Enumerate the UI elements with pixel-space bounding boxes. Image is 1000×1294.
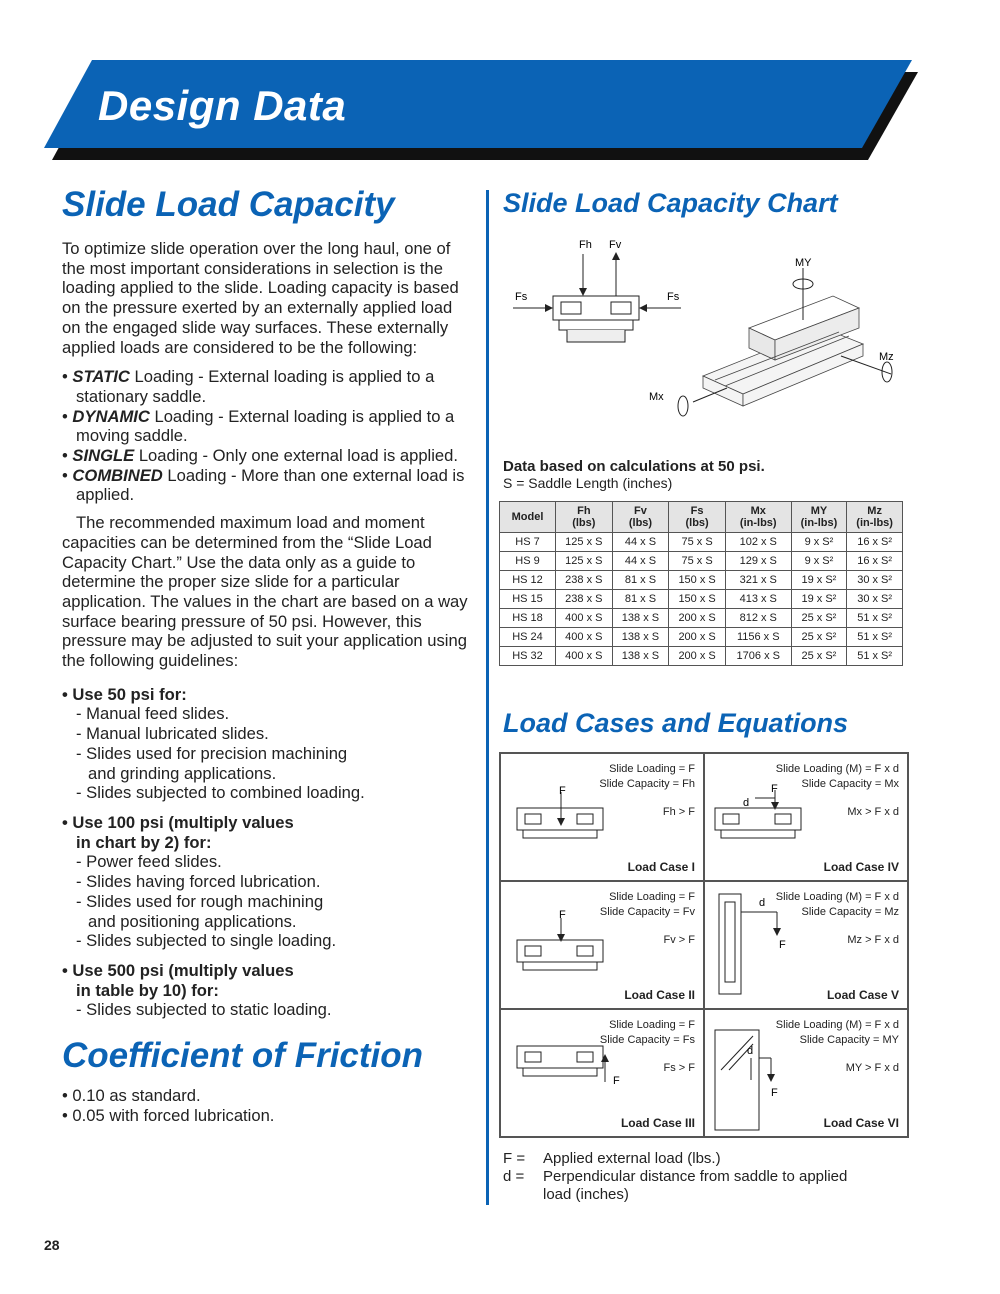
case-label: Load Case I <box>627 860 695 874</box>
list-item: • STATIC Loading - External loading is applied to a stationary saddle. <box>62 367 435 406</box>
col-header: Model <box>500 502 556 533</box>
header-banner <box>0 0 1000 160</box>
capacity-table <box>499 501 903 666</box>
col-header: Fh (lbs) <box>556 502 613 533</box>
table-row: HS 7 125 x S 44 x S 75 x S 102 x S 9 x S² 16 x S² <box>500 533 903 552</box>
svg-text:d: d <box>747 1045 754 1057</box>
case-label: Load Case VI <box>823 1116 899 1130</box>
loading-types-list <box>62 367 472 505</box>
psi-guidelines: • Use 50 psi for: - Manual feed slides. - Manual lubricated slides. - Slides used for precision machining and grinding applications. - Slides subjected to combined loading. • Use 100 psi (multiply values in chart by 2) for: - Power feed slides. - Slides having forced lubrication. - Slides used for rough machining and positioning applications. - Slides subjected to single loading. • Use 500 psi (multiply values in table by 10) for: - Slides subjected to static loading. <box>62 684 365 1020</box>
svg-text:d: d <box>743 797 750 809</box>
page-number: 28 <box>44 1237 60 1253</box>
load-cases-grid <box>499 752 909 1138</box>
svg-text:F: F <box>779 939 786 951</box>
table-row: HS 9 125 x S 44 x S 75 x S 129 x S 9 x S² 16 x S² <box>500 552 903 571</box>
svg-text:F: F <box>613 1075 620 1087</box>
load-case-3: F Slide Loading = F Slide Capacity = Fs Fs > F Load Case III <box>500 1009 704 1137</box>
section-heading-chart: Slide Load Capacity Chart <box>503 188 838 218</box>
intro-paragraph: To optimize slide operation over the long haul, one of the most important considerations in selection is the loading applied to the slide. Loading capacity is based on the pressure exerted by an externally applied load on the engaged slide way surfaces. These externally applied loads are considered to be the following: <box>62 239 459 357</box>
list-item: • 0.05 with forced lubrication. <box>62 1106 275 1126</box>
case-label: Load Case V <box>826 988 899 1002</box>
label-fs-left: Fs <box>515 291 528 303</box>
table-row: HS 12 238 x S 81 x S 150 x S 321 x S 19 x S² 30 x S² <box>500 571 903 590</box>
col-header: Mz (in-lbs) <box>847 502 903 533</box>
load-cases-heading-wrap <box>503 708 848 739</box>
load-case-4: F d Slide Loading (M) = F x d Slide Capacity = Mx Mx > F x d Load Case IV <box>704 753 908 881</box>
variable-legend: F = Applied external load (lbs.) d = Perpendicular distance from saddle to applied load (inches) <box>503 1150 848 1203</box>
page-title: Design Data <box>98 82 347 129</box>
label-fh: Fh <box>579 239 592 251</box>
table-row: HS 15 238 x S 81 x S 150 x S 413 x S 19 x S² 30 x S² <box>500 590 903 609</box>
label-mx: Mx <box>649 391 664 403</box>
col-header: Mx (in-lbs) <box>725 502 791 533</box>
chart-heading-wrap <box>503 188 905 219</box>
case-label: Load Case III <box>620 1116 695 1130</box>
label-fs-right: Fs <box>667 291 680 303</box>
list-item: • DYNAMIC Loading - External loading is applied to a moving saddle. <box>62 406 455 446</box>
svg-text:d: d <box>759 897 766 909</box>
table-row: HS 18 400 x S 138 x S 200 x S 812 x S 25 x S² 51 x S² <box>500 609 903 628</box>
load-case-6: d F Slide Loading (M) = F x d Slide Capacity = MY MY > F x d Load Case VI <box>704 1009 908 1137</box>
label-my: MY <box>795 257 812 269</box>
svg-text:F: F <box>559 909 566 921</box>
label-mz: Mz <box>879 351 894 363</box>
table-row: HS 24 400 x S 138 x S 200 x S 1156 x S 25 x S² 51 x S² <box>500 628 903 647</box>
section-heading-friction: Coefficient of Friction <box>62 1036 424 1076</box>
data-note: Data based on calculations at 50 psi. S = Saddle Length (inches) <box>503 458 765 491</box>
load-case-5: d F Slide Loading (M) = F x d Slide Capacity = Mz Mz > F x d Load Case V <box>704 881 908 1009</box>
svg-text:F: F <box>559 785 566 797</box>
list-item: • COMBINED Loading - More than one external load is applied. <box>62 465 465 505</box>
load-case-2: F Slide Loading = F Slide Capacity = Fv Fv > F Load Case II <box>500 881 704 1009</box>
svg-text:F: F <box>771 783 778 795</box>
list-item: • 0.10 as standard. <box>62 1086 201 1106</box>
column-divider <box>486 190 489 1205</box>
slide-force-diagram <box>503 236 905 436</box>
col-header: Fv (lbs) <box>612 502 669 533</box>
col-header: Fs (lbs) <box>669 502 726 533</box>
table-row: HS 32 400 x S 138 x S 200 x S 1706 x S 25 x S² 51 x S² <box>500 647 903 666</box>
list-item: • SINGLE Loading - Only one external load is applied. <box>62 446 458 466</box>
table-header-row <box>500 502 903 533</box>
label-fv: Fv <box>609 239 622 251</box>
coefficient-of-friction <box>62 1036 472 1126</box>
capacity-paragraph: The recommended maximum load and moment capacities can be determined from the “Slide Load Capacity Chart.” Use the data only as a guide to determine the proper size slide for a particular application. The values in the chart are based on a way surface bearing pressure of 50 psi. However, this pressure may be adjusted to suit your application using the following guidelines: <box>62 513 468 671</box>
section-heading-load-cases: Load Cases and Equations <box>503 708 849 738</box>
case-label: Load Case IV <box>823 860 899 874</box>
left-column <box>62 185 472 1126</box>
case-label: Load Case II <box>624 988 695 1002</box>
load-case-1: F Slide Loading = F Slide Capacity = Fh Fh > F Load Case I <box>500 753 704 881</box>
svg-text:F: F <box>771 1087 778 1099</box>
col-header: MY (in-lbs) <box>791 502 847 533</box>
section-heading-slide-load-capacity: Slide Load Capacity <box>62 185 395 224</box>
